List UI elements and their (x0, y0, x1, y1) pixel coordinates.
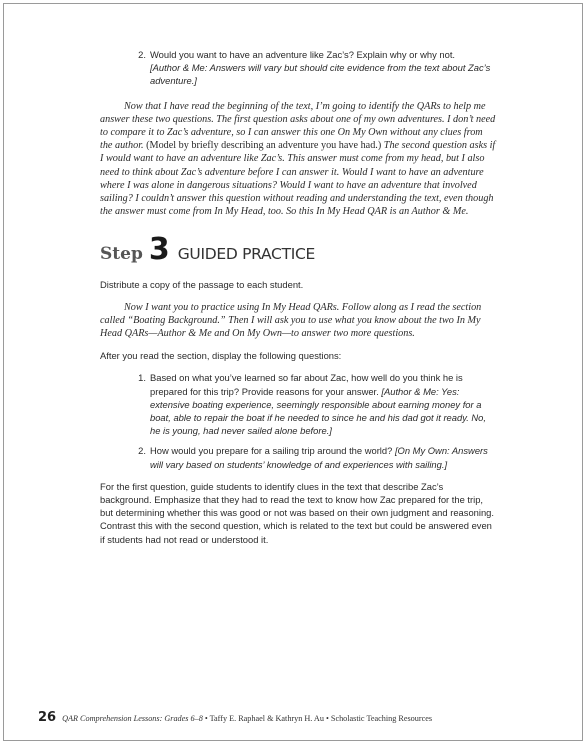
list-item (100, 371, 496, 437)
document-page (3, 3, 583, 741)
item-answer: [Author & Me: Yes: extensive boating experience, seemingly responsible about earning money for a boat, able to repair the boat if he needed to since he and his dad got it ready. No, he is young, had never sailed alone before.] (150, 385, 486, 437)
step-title: GUIDED PRACTICE (177, 245, 316, 264)
item-question: Based on what you’ve learned so far about Zac, how well do you think he is prepared for this trip? Provide reasons for your answer. (150, 372, 463, 397)
step-number: 3 (148, 232, 170, 268)
think-aloud-paragraph (100, 100, 496, 219)
think-aloud-part3: The second question asks if I would want to have an adventure like Zac’s. This answer must come from my head, but I also need to think about Zac’s adventure before I can answer it. Would I want to have an adventure where I was alone in dangerous situations? Would I want to have an adventure that involved sailing? I couldn’t answer this question without reading and understanding the text, even though the answer must come from In My Head, too. So this In My Head QAR is an Author & Me. (100, 140, 496, 218)
item-question: Would you want to have an adventure like Zac’s? Explain why or why not. (150, 49, 456, 60)
item-number: 2. (138, 49, 146, 60)
footer-credits: • Taffy E. Raphael & Kathryn H. Au • Scholastic Teaching Resources (202, 714, 433, 723)
distribute-instruction: Distribute a copy of the passage to each student. (100, 279, 304, 291)
item-answer: [Author & Me: Answers will vary but should cite evidence from the text about Zac’s adventure.] (150, 62, 491, 87)
list-item (100, 444, 496, 470)
item-number: 2. (138, 445, 146, 457)
item-answer: [On My Own: Answers will vary based on students’ knowledge of and experiences with sailing.] (150, 445, 488, 470)
closing-paragraph: For the first question, guide students to identify clues in the text that describe Zac’s background. Emphasize that they had to read the text to know how Zac prepared for the trip, but determining whether this was good or not was based on their own judgment and reasoning. Contrast this with the second question, which is related to the text but could be answered even if students had not read or understood it. (100, 480, 494, 545)
page-content (100, 48, 496, 546)
think-aloud-part2: (Model by briefly describing an adventure you have had.) (143, 140, 384, 152)
question-list (100, 371, 496, 470)
item-question: How would you prepare for a sailing trip around the world? (150, 445, 393, 457)
book-title: QAR Comprehension Lessons: Grades 6–8 (62, 714, 203, 723)
think-aloud-part1: Now that I have read the beginning of the text, I’m going to identify the QARs to help me answer these two questions. The first question asks about one of my own adventures. I don’t need to compare it to Zac’s adventure, so I can answer this one On My Own without any clues from the author. (100, 100, 496, 152)
step-heading (100, 232, 496, 268)
item-number: 1. (138, 372, 146, 384)
teacher-script: Now I want you to practice using In My Head QARs. Follow along as I read the section called “Boating Background.” Then I will ask you to use what you know about the two In My Head QARs—Author & Me and On My Own—to answer two more questions. (100, 301, 482, 340)
list-item (100, 48, 496, 88)
page-number: 26 (38, 710, 57, 725)
step-word: Step (100, 244, 143, 265)
page-footer (38, 710, 432, 725)
after-read-instruction: After you read the section, display the following questions: (100, 350, 342, 362)
